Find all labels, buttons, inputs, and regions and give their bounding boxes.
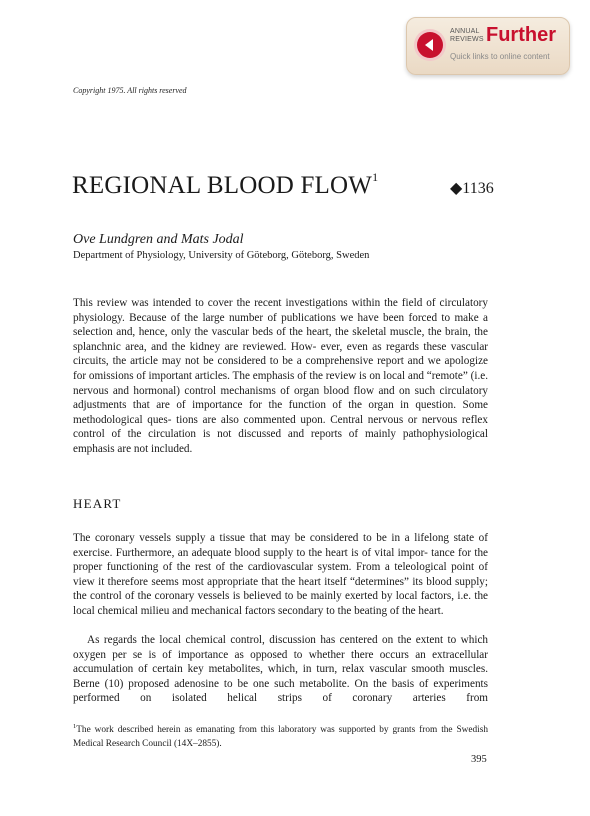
back-arrow-icon: [417, 32, 443, 58]
heart-p2-line-1: As regards the local chemical control, discussion has centered on the extent to: [87, 634, 457, 646]
annual-reviews-further-badge[interactable]: [406, 17, 570, 75]
copyright-notice: Copyright 1975. All rights reserved: [73, 86, 187, 95]
intro-line-7: emphasis of the review is on local and “remote” (i.e. nervous and hormonal) control: [73, 369, 489, 397]
intro-line-10: tions are also commented upon. Central nervous or nervous reflex control of the: [73, 413, 488, 441]
heart-p1-line-4: teleological point of view it therefore seems most appropriate that the heart itself: [73, 561, 488, 588]
affiliation: Department of Physiology, University of Göteborg, Göteborg, Sweden: [73, 250, 370, 261]
footnote-mark: 1: [73, 723, 77, 730]
heart-p1-line-2: of exercise. Furthermore, an adequate blood supply to the heart is of vital impor-: [73, 532, 488, 559]
intro-line-1: This review was intended to cover the recent investigations within the field of: [73, 297, 436, 309]
badge-line2: REVIEWS: [450, 35, 484, 43]
heart-p2-line-2: which oxygen per se is of importance as opposed to whether there occurs an: [73, 634, 489, 661]
footnote: [73, 720, 488, 751]
heart-paragraph-1: [73, 531, 488, 619]
section-heading-heart: HEART: [73, 496, 122, 511]
heart-p1-line-1: The coronary vessels supply a tissue that may be considered to be in a lifelong state: [73, 532, 475, 544]
authors: Ove Lundgren and Mats Jodal: [73, 232, 244, 247]
heart-p1-line-6: mainly exerted by local factors, i.e. the local chemical milieu and mechanical factors: [73, 590, 489, 617]
title-footnote-mark: 1: [372, 169, 379, 184]
heart-p2-line-4: smooth muscles. Berne (10) proposed adenosine to be one such metabolite. On the: [73, 663, 488, 690]
heart-p1-line-5: “determines” its blood supply; the control of the coronary vessels is believed to be: [73, 575, 489, 603]
heart-p2-line-3: extracellular accumulation of certain key metabolites, which, in turn, relax vascular: [73, 648, 488, 676]
heart-p1-line-3: tance for the proper functioning of the rest of the cardiovascular system. From a: [73, 546, 489, 574]
intro-line-12: not included.: [133, 442, 193, 455]
intro-line-11: circulation is not discussed and reports of mainly pathophysiological emphasis are: [73, 428, 488, 455]
heart-paragraph-2: [73, 633, 488, 706]
badge-further-label: Further: [486, 24, 556, 46]
article-title: [72, 169, 379, 200]
intro-line-3: forced to make a selection and, hence, only the vascular beds of the heart, the: [73, 311, 489, 339]
heart-p1-line-7: secondary to the beating of the heart.: [278, 604, 444, 617]
badge-line1: ANNUAL: [450, 28, 480, 35]
footnote-text: The work described herein as emanating from this laboratory was supported by grants from the Swedish Medical Research Council (14X–2855).: [73, 725, 488, 750]
page-number: 395: [471, 754, 487, 765]
intro-line-2: circulatory physiology. Because of the large number of publications we have been: [73, 297, 489, 324]
intro-line-8: mechanisms of organ blood flow and on such circulatory adjustments that are of: [73, 384, 489, 412]
intro-line-4: skeletal muscle, the brain, the splanchnic area, and the kidney are reviewed. How-: [73, 326, 488, 353]
intro-line-6: be a comprehensive report and we apologize for omissions of important articles. The: [73, 355, 488, 382]
article-id: ◆1136: [450, 180, 494, 197]
intro-line-9: importance for the function of the organ in question. Some methodological ques-: [73, 399, 489, 426]
badge-subtitle: Quick links to online content: [450, 52, 550, 61]
annual-reviews-logo-text: [450, 28, 490, 43]
heart-p2-line-5: basis of experiments performed on isolated helical strips of coronary arteries from: [73, 677, 489, 705]
article-title-text: REGIONAL BLOOD FLOW: [72, 172, 373, 199]
intro-line-5: ever, even as regards these vascular circuits, the article may not be considered to: [73, 340, 489, 368]
intro-paragraph: [73, 296, 488, 457]
